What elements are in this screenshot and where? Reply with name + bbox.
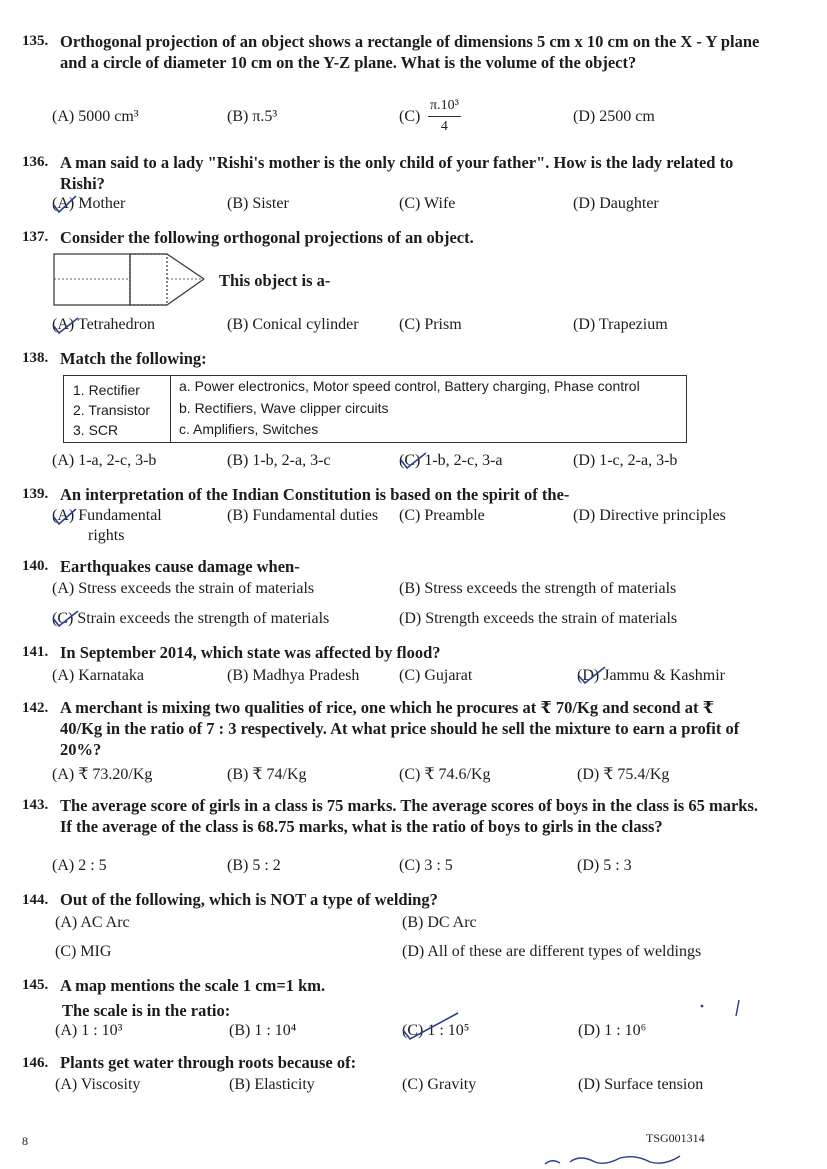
option-b[interactable]: (B) Fundamental duties bbox=[227, 507, 379, 524]
option-c[interactable]: (C) 1-b, 2-c, 3-a bbox=[399, 452, 503, 469]
question-number: 139. bbox=[22, 486, 49, 502]
match-right-item: b. Rectifiers, Wave clipper circuits bbox=[179, 400, 389, 416]
handwritten-scribble-icon bbox=[540, 1150, 700, 1169]
tick-mark-icon bbox=[50, 506, 78, 528]
question-number: 143. bbox=[22, 797, 49, 813]
option-b[interactable]: (B) 5 : 2 bbox=[227, 857, 281, 874]
option-d[interactable]: (D) 1 : 10⁶ bbox=[578, 1022, 647, 1039]
option-a[interactable]: (A) Karnataka bbox=[52, 667, 144, 684]
question-number: 136. bbox=[22, 154, 49, 170]
option-b[interactable]: (B) 1 : 10⁴ bbox=[229, 1022, 297, 1039]
option-b[interactable]: (B) Stress exceeds the strength of materials bbox=[399, 580, 677, 597]
option-d[interactable]: (D) Strength exceeds the strain of materials bbox=[399, 610, 678, 627]
question-text: Match the following: bbox=[60, 349, 207, 368]
question-text: The average score of girls in a class is 75 marks. The average scores of boys in the class is 65 marks. If the average of the class is 68.75 marks, what is the ratio of boys to girls in the class? bbox=[60, 796, 758, 836]
option-d[interactable]: (D) Trapezium bbox=[573, 316, 668, 333]
table-divider bbox=[170, 376, 171, 442]
question-number: 144. bbox=[22, 892, 49, 908]
tick-mark-icon bbox=[398, 450, 428, 472]
option-a[interactable]: (A) Mother bbox=[52, 195, 126, 212]
option-d[interactable]: (D) 5 : 3 bbox=[577, 857, 632, 874]
question-text: Consider the following orthogonal projections of an object. bbox=[60, 228, 474, 247]
orthographic-projection-figure bbox=[53, 253, 208, 308]
option-c[interactable]: (C) 3 : 5 bbox=[399, 857, 453, 874]
question-number: 137. bbox=[22, 229, 49, 245]
option-d[interactable]: (D) 2500 cm bbox=[573, 108, 655, 125]
option-c[interactable]: (C) Strain exceeds the strength of materials bbox=[52, 610, 330, 627]
question-text: Plants get water through roots because of: bbox=[60, 1053, 357, 1072]
option-b[interactable]: (B) Sister bbox=[227, 195, 289, 212]
question-text: A man said to a lady "Rishi's mother is the only child of your father". How is the lady related to Rishi? bbox=[60, 153, 734, 193]
question-number: 145. bbox=[22, 977, 49, 993]
option-a[interactable]: (A) 1 : 10³ bbox=[55, 1022, 123, 1039]
document-code: TSG001314 bbox=[646, 1131, 705, 1145]
match-left-item: 2. Transistor bbox=[73, 402, 151, 418]
match-left-item: 1. Rectifier bbox=[73, 382, 140, 398]
option-c[interactable]: (C) Wife bbox=[399, 195, 456, 212]
option-a[interactable]: (A) Fundamental bbox=[52, 507, 162, 524]
question-text-continued: The scale is in the ratio: bbox=[62, 1001, 231, 1020]
option-d[interactable]: (D) ₹ 75.4/Kg bbox=[577, 766, 670, 783]
option-a[interactable]: (A) 5000 cm³ bbox=[52, 108, 139, 125]
match-right-item: c. Amplifiers, Switches bbox=[179, 421, 319, 437]
question-text: A merchant is mixing two qualities of rice, one which he procures at ₹ 70/Kg and second at ₹ 40/Kg in the ratio of 7 : 3 respectively. At what price should he sell the mixture to earn a profit of 20%? bbox=[60, 698, 740, 759]
option-b[interactable]: (B) ₹ 74/Kg bbox=[227, 766, 307, 783]
option-d[interactable]: (D) Daughter bbox=[573, 195, 659, 212]
question-number: 138. bbox=[22, 350, 49, 366]
option-a[interactable]: (A) Stress exceeds the strain of materials bbox=[52, 580, 315, 597]
option-b[interactable]: (B) Elasticity bbox=[229, 1076, 315, 1093]
pen-stroke-icon bbox=[696, 996, 746, 1020]
option-c-fraction bbox=[428, 96, 461, 137]
option-a[interactable]: (A) 2 : 5 bbox=[52, 857, 107, 874]
option-b[interactable]: (B) Madhya Pradesh bbox=[227, 667, 360, 684]
tick-mark-icon bbox=[50, 194, 78, 216]
option-c[interactable]: (C) Prism bbox=[399, 316, 462, 333]
match-right-item: a. Power electronics, Motor speed control, Battery charging, Phase control bbox=[179, 378, 640, 394]
question-number: 142. bbox=[22, 700, 49, 716]
figure-caption: This object is a- bbox=[219, 271, 331, 290]
option-d[interactable]: (D) Directive principles bbox=[573, 507, 726, 524]
option-c[interactable]: (C) Preamble bbox=[399, 507, 485, 524]
match-left-item: 3. SCR bbox=[73, 422, 119, 438]
option-c[interactable]: (C) Gravity bbox=[402, 1076, 477, 1093]
question-text: A map mentions the scale 1 cm=1 km. bbox=[60, 976, 326, 995]
option-c[interactable]: (C) 1 : 10⁵ bbox=[402, 1022, 470, 1039]
question-number: 135. bbox=[22, 33, 49, 49]
option-b[interactable]: (B) 1-b, 2-a, 3-c bbox=[227, 452, 331, 469]
question-text: Out of the following, which is NOT a type of welding? bbox=[60, 890, 438, 909]
match-table bbox=[63, 375, 687, 443]
option-a[interactable]: (A) Viscosity bbox=[55, 1076, 141, 1093]
option-a[interactable]: (A) 1-a, 2-c, 3-b bbox=[52, 452, 157, 469]
tick-mark-icon bbox=[575, 664, 607, 688]
option-b[interactable]: (B) DC Arc bbox=[402, 914, 477, 931]
option-a[interactable]: (A) ₹ 73.20/Kg bbox=[52, 766, 153, 783]
option-c[interactable]: (C) bbox=[399, 108, 421, 125]
option-d[interactable]: (D) All of these are different types of weldings bbox=[402, 943, 702, 960]
question-number: 141. bbox=[22, 644, 49, 660]
fraction-numerator: π.10³ bbox=[428, 96, 461, 117]
option-b[interactable]: (B) Conical cylinder bbox=[227, 316, 359, 333]
option-d[interactable]: (D) Jammu & Kashmir bbox=[577, 667, 725, 684]
option-b[interactable]: (B) π.5³ bbox=[227, 108, 278, 125]
question-text: Earthquakes cause damage when- bbox=[60, 557, 300, 576]
question-text: An interpretation of the Indian Constitution is based on the spirit of the- bbox=[60, 485, 570, 504]
option-a[interactable]: (A) Tetrahedron bbox=[52, 316, 155, 333]
question-number: 146. bbox=[22, 1055, 49, 1071]
question-text: Orthogonal projection of an object shows a rectangle of dimensions 5 cm x 10 cm on the X - Y plane and a circle of diameter 10 cm on the Y-Z plane. What is the volume of the object? bbox=[60, 32, 760, 72]
question-number: 140. bbox=[22, 558, 49, 574]
option-d[interactable]: (D) 1-c, 2-a, 3-b bbox=[573, 452, 678, 469]
tick-mark-icon bbox=[50, 608, 80, 630]
option-a-continued: rights bbox=[88, 527, 125, 544]
option-d[interactable]: (D) Surface tension bbox=[578, 1076, 704, 1093]
question-text: In September 2014, which state was affected by flood? bbox=[60, 643, 441, 662]
fraction-denominator: 4 bbox=[440, 119, 448, 134]
tick-mark-icon bbox=[400, 1010, 460, 1044]
option-c[interactable]: (C) MIG bbox=[55, 943, 112, 960]
option-a[interactable]: (A) AC Arc bbox=[55, 914, 130, 931]
option-c[interactable]: (C) ₹ 74.6/Kg bbox=[399, 766, 491, 783]
page-number: 8 bbox=[22, 1134, 28, 1148]
tick-mark-icon bbox=[50, 315, 80, 337]
option-c[interactable]: (C) Gujarat bbox=[399, 667, 473, 684]
